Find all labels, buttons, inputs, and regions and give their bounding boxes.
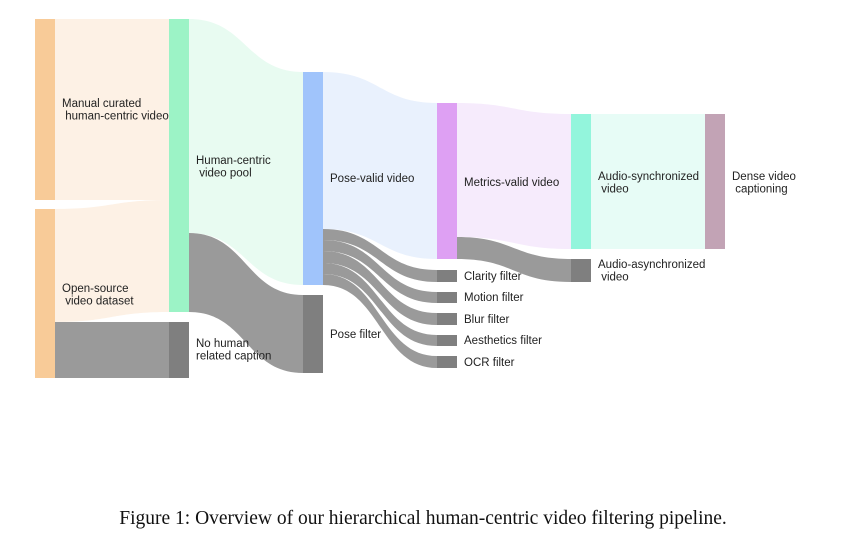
label-aesthetics-filter: Aesthetics filter: [464, 335, 542, 347]
node-pose-filter: [303, 295, 323, 373]
link-metrics-to-audio-sync: [457, 103, 571, 249]
label-pose-filter: Pose filter: [330, 329, 382, 341]
node-dense-captioning: [705, 114, 725, 249]
node-human-centric-pool: [169, 19, 189, 312]
label-pose-valid: Pose-valid video: [330, 173, 415, 185]
node-motion-filter: [437, 292, 457, 303]
link-to-blur-filter: [323, 251, 437, 325]
label-metrics-valid: Metrics-valid video: [464, 177, 560, 189]
label-ocr-filter: OCR filter: [464, 357, 515, 369]
node-pose-valid: [303, 72, 323, 285]
node-aesthetics-filter: [437, 335, 457, 346]
label-human-centric-pool: Human-centric video pool: [196, 155, 271, 180]
label-audio-synchronized: Audio-synchronized video: [598, 171, 700, 196]
label-dense-captioning: Dense video captioning: [732, 171, 796, 196]
label-audio-asynchronized: Audio-asynchronized video: [598, 259, 706, 284]
label-manual-curated: Manual curated human-centric video: [62, 98, 169, 123]
label-blur-filter: Blur filter: [464, 314, 510, 326]
label-no-human-caption: No human related caption: [196, 338, 272, 363]
node-audio-asynchronized: [571, 259, 591, 282]
node-ocr-filter: [437, 356, 457, 368]
node-manual-curated: [35, 19, 55, 200]
node-audio-synchronized: [571, 114, 591, 249]
node-metrics-valid: [437, 103, 457, 259]
node-open-source: [35, 209, 55, 378]
node-blur-filter: [437, 313, 457, 325]
link-open-to-no-human: [55, 322, 169, 378]
label-clarity-filter: Clarity filter: [464, 271, 522, 283]
label-motion-filter: Motion filter: [464, 292, 524, 304]
flow-links: [55, 19, 705, 378]
node-clarity-filter: [437, 270, 457, 282]
node-no-human-caption: [169, 322, 189, 378]
label-open-source: Open-source video dataset: [62, 283, 134, 308]
figure-caption: Figure 1: Overview of our hierarchical human-centric video filtering pipeline.: [119, 508, 727, 529]
